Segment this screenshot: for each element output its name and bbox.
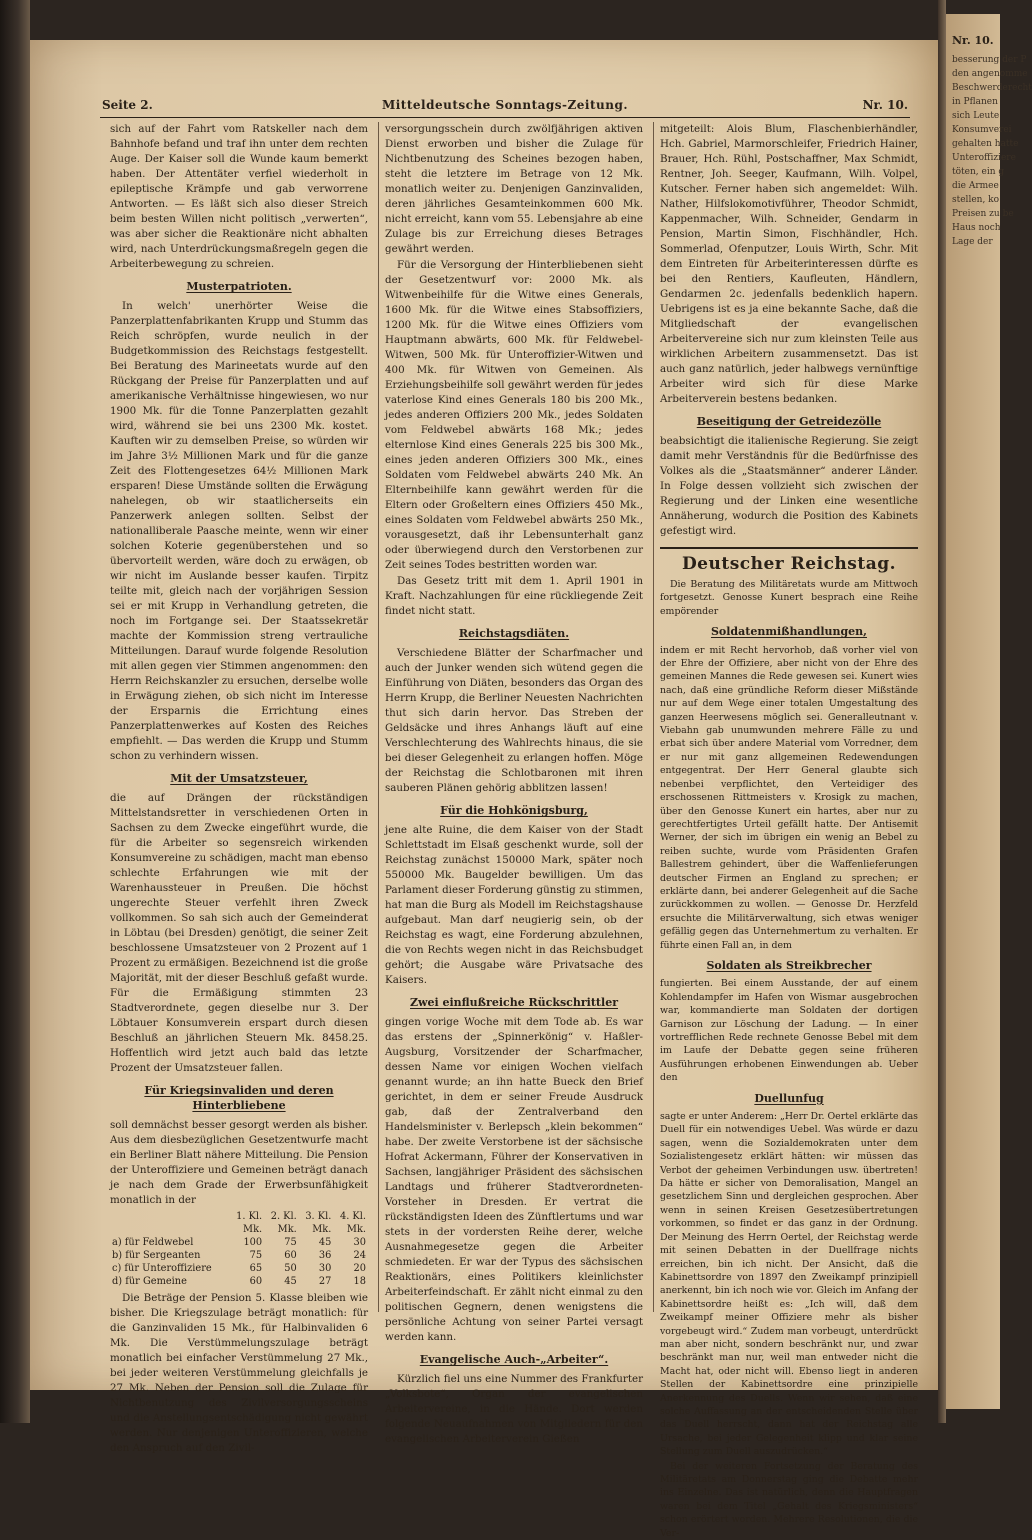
- table-header-cell: 1. Kl.: [236, 1211, 263, 1222]
- table-cell: 75: [284, 1237, 297, 1248]
- article-text: Das Gesetz tritt mit dem 1. April 1901 in Kraft. Nachzahlungen für eine rückliegende Zeit findet nicht statt.: [385, 575, 643, 617]
- article-heading: Soldaten als Streikbrecher: [706, 958, 872, 972]
- next-page-line: sich Leute: [952, 111, 1000, 121]
- article-heading: Duellunfug: [754, 1091, 824, 1105]
- column-divider: [653, 122, 654, 1312]
- next-page-line: Unteroffiziere: [952, 153, 1016, 163]
- article-text: die auf Drängen der rückständigen Mittelstandsretter in verschiedenen Orten in Sachsen zu dem Zwecke eingeführt wurde, die für die Arbeiter so segensreich wirkenden Konsumvereine zu schädigen, macht man ebenso schlechte Erfahrungen wie mit der Warenhaussteuer in Preußen. Die höchst ungerechte Steuer verfehlt ihren Zweck vollkommen. So sah sich auch der Gemeinderat in Löbtau (bei Dresden) genötigt, die seiner Zeit beschlossene Umsatzsteuer von 2 Prozent auf 1 Prozent zu ermäßigen. Bezeichnend ist die große Majorität, mit der dieser Beschluß gefaßt wurde. Für die Ermäßigung stimmten 23 Stadtverordnete, gegen dieselbe nur 3. Der Löbtauer Konsumverein erspart durch diesen Beschluß an jährlichen Steuern Mk. 8458.25. Hoffentlich wird jetzt auch bald das letzte Prozent der Umsatzsteuer fallen.: [110, 792, 368, 1074]
- article-heading: Reichstagsdiäten.: [458, 627, 570, 640]
- article-heading: Soldatenmißhandlungen,: [710, 625, 868, 639]
- article-heading: Zwei einflußreiche Rückschrittler: [410, 996, 618, 1009]
- table-header-cell: [110, 1210, 230, 1223]
- article-text: versorgungsschein durch zwölfjährigen aktiven Dienst erworben und bisher die Zulage für Nichtbenutzung des Scheines bezogen haben, steht die letztere im Betrage von 12 Mk. monatlich weiter zu. Denjenigen Ganzinvaliden, deren jährliches Gesamteinkommen 600 Mk. nicht erreicht, kann vom 55. Lebensjahre ab eine Zulage bis zur Erreichung dieses Betrages gewährt werden.: [385, 123, 643, 255]
- article-text: beabsichtigt die italienische Regierung. Sie zeigt damit mehr Verständnis für die Bedürfnisse des Volkes als die „Staatsmänner“ anderer Länder. In Folge dessen vollzieht sich zwischen der Regierung und der Linken eine wesentliche Annäherung, wodurch die Position des Kabinets gefestigt wird.: [660, 435, 918, 537]
- page-header: [100, 95, 910, 118]
- next-page-line: gehalten hatte: [952, 139, 1019, 149]
- article-text: Kürzlich fiel uns eine Nummer des Frankfurter „Volksbote“, Organ der evangelischen Arbeitervereine, in die Hände. Dort werden folgende Neuaufnahmen von Mitgliedern für den evangelischen Arbeiterverein Gießen: [385, 1373, 643, 1445]
- article-text: jene alte Ruine, die dem Kaiser von der Stadt Schlettstadt im Elsaß geschenkt wurde, soll der Reichstag zunächst 150000 Mark, später noch 550000 Mk. Baugelder bewilligen. Um das Parlament dieser Forderung günstig zu stimmen, hat man die Burg als Modell im Reichstagshause aufgebaut. Man darf neugierig sein, ob der Reichstag es wagt, eine Forderung abzulehnen, die von Rechts wegen nicht in das Reichsbudget gehört; die Ausgabe wäre Privatsache des Kaisers.: [385, 824, 643, 986]
- column-1: [110, 122, 368, 1454]
- table-cell: 75: [249, 1250, 263, 1261]
- article-text: indem er mit Recht hervorhob, daß vorher viel von der Ehre der Offiziere, aber nicht von der Ehre des gemeinen Mannes die Rede gewesen sei. Kunert wies nach, daß eine gründliche Reform dieser Mißstände nur auf dem Wege einer totalen Umgestaltung des ganzen Heerwesens möglich sei. Generalleutnant v. Viebahn gab unumwunden mehrere Fälle zu und erbat sich über andere Material vom Vorredner, dem er nur mit ganz allgemeinen Redewendungen entgegentrat. Der Herr General glaubte sich nebenbei verpflichtet, den Verteidiger des erschossenen Rittmeisters v. Krosigk zu machen, über den Genosse Kunert ein hartes, aber nur zu gerechtfertigtes Urteil gefällt hatte. Der Antisemit Werner, der sich im übrigen ein wenig an Bebel zu reiben suchte, wurde vom Präsidenten Grafen Ballestrem gehindert, über die Waffenlieferungen deutscher Firmen an England zu sprechen; er erklärte dann, bei anderer Gelegenheit auf die Sache zurückkommen zu wollen. — Genosse Dr. Herzfeld ersuchte die Militärverwaltung, sich etwas weniger gefällig gegen das Unternehmertum zu verhalten. Er führte einen Fall an, in dem: [660, 644, 918, 951]
- next-page-line: Preisen zu be: [952, 209, 1014, 219]
- table-unit-cell: Mk.: [312, 1224, 332, 1235]
- column-divider: [378, 122, 379, 1312]
- table-cell: d) für Gemeine: [112, 1276, 187, 1287]
- article-text: mitgeteilt: Alois Blum, Flaschenbierhändler, Hch. Gabriel, Marmorschleifer, Friedrich Hainer, Brauer, Hch. Rühl, Postschaffner, Max Schmidt, Rentner, Joh. Seeger, Kaufmann, Wilh. Volpel, Kutscher. Ferner haben sich angemeldet: Wilh. Nather, Hilfslokomotivführer, Theodor Schmidt, Kappenmacher, Wilh. Schneider, Gendarm in Pension, Martin Simon, Fischhändler, Hch. Sommerlad, Ofenputzer, Louis Wirth, Schr. Mit dem Eintreten für Arbeiterinteressen dürfte es bei den Rentiers, Kaufleuten, Händlern, Gendarmen 2c. jedenfalls bedenklich hapern. Uebrigens ist es ja eine bekannte Sache, daß die Mitgliedschaft der evangelischen Arbeitervereine sich nur zum kleinsten Teile aus wirklichen Arbeitern zusammensetzt. Das ist auch ganz natürlich, jeder halbwegs vernünftige Arbeiter wird sich für diese Marke Arbeiterverein bestens bedanken.: [660, 123, 918, 405]
- reichstag-report: [660, 578, 918, 1540]
- next-page-line: den angenomme: [952, 69, 1028, 79]
- table-cell: 60: [284, 1250, 297, 1261]
- table-unit-row: [110, 1223, 368, 1236]
- article-heading: Mit der Umsatzsteuer,: [170, 772, 308, 785]
- table-cell: b) für Sergeanten: [112, 1250, 201, 1261]
- table-cell: 60: [249, 1276, 263, 1287]
- table-cell: 27: [318, 1276, 332, 1287]
- page-number: Seite 2.: [102, 98, 153, 112]
- article-text: In welch' unerhörter Weise die Panzerplattenfabrikanten Krupp und Stumm das Reich schröpfen, wurde neulich in der Budgetkommission des Reichstags festgestellt. Bei Beratung des Marineetats wurde auf den Rückgang der Preise für Panzerplatten und auf amerikanische Verhältnisse hingewiesen, wo nur 1900 Mk. für die Tonne Panzerplatten gezahlt wird, während sie bei uns 2300 Mk. kostet. Kauften wir zu demselben Preise, so würden wir im Jahre 3½ Millionen Mark und für die ganze Zeit des Flottengesetzes 64½ Millionen Mark ersparen! Diese Umstände sollten die Erwägung nahelegen, ob wir staatlicherseits ein Panzerwerk anlegen sollten. Selbst der nationalliberale Paasche meinte, wenn wir einer solchen Koterie gegenüberstehen und so übervorteilt werden, wäre doch zu erwägen, ob wir nicht im Auslande besser kaufen. Tirpitz teilte mit, gleich nach der vorjährigen Session sei er mit Krupp in Verhandlung getreten, die noch im Fortgange sei. Der Staatssekretär machte der Kommission streng vertrauliche Mitteilungen. Darauf wurde folgende Resolution mit allen gegen vier Stimmen angenommen: den Herrn Reichskanzler zu ersuchen, derselbe wolle in Erwägung ziehen, ob sich nicht im Interesse der Ersparnis die Errichtung eines Panzerplattenwerkes auf Kosten des Reiches empfiehlt. — Das werden die Krupp und Stumm schon zu verhindern wissen.: [110, 300, 368, 762]
- table-unit-cell: Mk.: [346, 1224, 366, 1235]
- table-header-cell: 2. Kl.: [270, 1211, 297, 1222]
- next-page-line: Beschwerderecht: [952, 83, 1032, 93]
- next-page-edge: [946, 14, 1032, 1409]
- next-page-header: Nr. 10.: [952, 34, 994, 47]
- article-text: Für die Versorgung der Hinterbliebenen sieht der Gesetzentwurf vor: 2000 Mk. als Witwenbeihilfe für die Witwe eines Generals, 1600 Mk. für die Witwe eines Stabsoffiziers, 1200 Mk. für die Witwe eines Offiziers vom Hauptmann abwärts, 600 Mk. für Feldwebel-Witwen, 500 Mk. für Unteroffizier-Witwen und 400 Mk. für Witwen von Gemeinen. Als Erziehungsbeihilfe soll gewährt werden für jedes vaterlose Kind eines Generals 180 bis 200 Mk., jedes anderen Offiziers 200 Mk., jedes Soldaten vom Feldwebel abwärts 168 Mk.; jedes elternlose Kind eines Generals 225 bis 300 Mk., eines jeden anderen Offiziers 300 Mk., eines Soldaten vom Feldwebel abwärts 240 Mk. An Elternbeihilfe kann gewährt werden für die Eltern oder Großeltern eines Offiziers 450 Mk., eines Soldaten vom Feldwebel abwärts 250 Mk., vorausgesetzt, daß ihr Lebensunterhalt ganz oder überwiegend durch den Verstorbenen zur Zeit seines Todes bestritten worden war.: [385, 259, 643, 571]
- table-cell: 30: [318, 1263, 332, 1274]
- table-header-cell: 4. Kl.: [339, 1211, 366, 1222]
- article-heading: Musterpatrioten.: [186, 280, 292, 293]
- next-page-line: Haus noch: [952, 223, 1001, 233]
- table-row: [110, 1249, 368, 1262]
- table-cell: 20: [353, 1263, 366, 1274]
- article-text: Verschiedene Blätter der Scharfmacher und auch der Junker wenden sich wütend gegen die Einführung von Diäten, besonders das Organ des Herrn Krupp, die Berliner Neuesten Nachrichten thut sich darin hervor. Das Streben der Geldsäcke und ihres Anhangs läuft auf eine Verschlechterung des Wahlrechts hinaus, die sie bei dieser Gelegenheit zu erlangen hoffen. Möge der Reichstag die Schlotbaronen mit ihren sauberen Plänen gehörig abblitzen lassen!: [385, 647, 643, 794]
- table-header-cell: 3. Kl.: [305, 1211, 332, 1222]
- article-text: Die Beträge der Pension 5. Klasse bleiben wie bisher. Die Kriegszulage beträgt monatlich: für die Ganzinvaliden 15 Mk., für Halbinvaliden 6 Mk. Die Verstümmelungszulage beträgt monatlich bei einfacher Verstümmelung 27 Mk., bei jeder weiteren Verstümmelung gleichfalls je 27 Mk. Neben der Pension soll die Zulage für Nichtbenutzung des Zivilversorgungsscheins und die Anstellungsentschädigung nicht gewährt werden. Nur denjenigen Unteroffizieren, welche den Anspruch auf den Zivil-: [110, 1292, 368, 1454]
- table-row: [110, 1236, 368, 1249]
- newspaper-title: Mitteldeutsche Sonntags-Zeitung.: [381, 98, 629, 112]
- next-page-line: stellen, ko: [952, 195, 1000, 205]
- next-page-line: töten, ein g: [952, 167, 1005, 177]
- book-binding: [0, 0, 30, 1423]
- table-cell: 30: [353, 1237, 366, 1248]
- table-row: [110, 1262, 368, 1275]
- table-cell: 36: [318, 1250, 332, 1261]
- table-cell: a) für Feldwebel: [112, 1237, 194, 1248]
- next-page-line: Konsumverei: [952, 125, 1012, 135]
- table-row: [110, 1275, 368, 1288]
- article-text: Die Beratung des Militäretats wurde am Mittwoch fortgesetzt. Genosse Kunert besprach eine Reihe empörender: [660, 579, 918, 617]
- next-page-line: in Pflanen: [952, 97, 998, 107]
- article-heading: Beseitigung der Getreidezölle: [696, 415, 882, 428]
- article-heading: Evangelische Auch-„Arbeiter“.: [419, 1353, 609, 1366]
- next-page-line: Lage der: [952, 237, 993, 247]
- column-3: [660, 122, 918, 1539]
- section-title: Deutscher Reichstag.: [681, 554, 897, 574]
- next-page-line: besserung der P: [952, 55, 1027, 65]
- table-cell: c) für Unteroffiziere: [112, 1263, 212, 1274]
- table-cell: 65: [249, 1263, 263, 1274]
- table-cell: 18: [353, 1276, 366, 1287]
- table-cell: 45: [318, 1237, 332, 1248]
- page-gutter: [938, 0, 946, 1423]
- article-text: sagte er unter Anderem: „Herr Dr. Oertel erklärte das Duell für ein notwendiges Uebel. Was würde er dazu sagen, wenn die Sozialdemokraten unter dem Sozialistengesetz erklärt hätten: wir müssen das Verbot der geheimen Verbindungen usw. übertreten! Da hätte er sicher von Demoralisation, Mangel an gesetzlichem Sinn und dergleichen gesprochen. Aber wenn in seinen Kreisen Gesetzesübertretungen vorkommen, so findet er das ganz in der Ordnung. Der Meinung des Herrn Oertel, der Reichstag werde mit seinen Debatten in der Duellfrage nichts erreichen, bin ich nicht. Der Ansicht, daß die Kabinettsordre von 1897 den Zweikampf prinzipiell anerkennt, bin ich noch wie vor. Gleich im Anfang der Kabinettsordre heißt es: „Ich will, daß dem Zweikampf meiner Offiziere mehr als bisher vorgebeugt wird.“ Zudem man vorbeugt, unterdrückt man aber nicht, sondern beschränkt nur, und zwar beschränkt man nur, weil man entweder nicht die Macht hat, oder nicht will. Ebenso liegt in anderen Stellen der Kabinettsordre eine prinzipielle Anerkennung des Duells. Wenn wir sehen, daß eine solche Auffassung an der entscheidenden Stelle über das Duell herrscht, dann hat der Reichstag alle Ursache, bei jeder Gelegenheit klipp und klar seine Stellung zum Duell auszudrücken.“: [660, 1111, 918, 1458]
- table-unit-cell: Mk.: [277, 1224, 297, 1235]
- article-text: gingen vorige Woche mit dem Tode ab. Es war das erstens der „Spinnerkönig“ v. Haßler-Augsburg, Vorsitzender der Scharfmacher, dessen Name vor einigen Wochen vielfach genannt wurde; an ihn hatte Bueck den Brief gerichtet, in dem er seiner Freude Ausdruck gab, daß der Zentralverband den Handelsminister v. Berlepsch „klein bekommen“ habe. Der zweite Verstorbene ist der sächsische Hofrat Ackermann, Führer der Konservativen in Sachsen, langjähriger Präsident des sächsischen Landtags und früherer Stadtverordneten-Vorsteher in Dresden. Er vertrat die rückständigsten Ideen des Zünftlertums und war stets in der vordersten Reihe derer, welche Ausnahmegesetze gegen die Arbeiter schmiedeten. Er war der Typus des sächsischen Reaktionärs, eines Politikers kleinlichster Arbeiterfeindschaft. Er zählt nicht einmal zu den politischen Gegnern, denen wenigstens die persönliche Achtung von seiner Partei versagt werden kann.: [385, 1016, 643, 1343]
- column-2: [385, 122, 643, 1445]
- issue-number: Nr. 10.: [862, 98, 908, 112]
- table-unit-cell: Mk.: [243, 1224, 263, 1235]
- table-cell: 100: [243, 1237, 263, 1248]
- article-heading: Für Kriegsinvaliden und deren Hinterbliebene: [144, 1084, 334, 1112]
- table-cell: 24: [353, 1250, 366, 1261]
- table-unit-cell: [110, 1223, 230, 1236]
- table-cell: 50: [284, 1263, 297, 1274]
- pension-table: [110, 1210, 368, 1288]
- table-cell: 45: [284, 1276, 297, 1287]
- article-text: Bei der weiteren Fortsetzung der Beratung des Militäretats am Donnerstag ging die Debatte mehr ins Einzelne. Das ist natürlich, denn die Hauptfragen waren bei dem Titel „Gehalt des Kriegsministers“ schon erörtert worden. Mehrere Resolutionen, die die Ver-: [660, 1460, 918, 1539]
- section-divider: [660, 547, 918, 549]
- next-page-line: die Armee: [952, 181, 999, 191]
- article-heading: Für die Hohkönigsburg,: [440, 804, 588, 817]
- article-text: soll demnächst besser gesorgt werden als bisher. Aus dem diesbezüglichen Gesetzentwurfe macht ein Berliner Blatt nähere Mitteilung. Die Pension der Unteroffiziere und Gemeinen beträgt danach je nach dem Grade der Erwerbsunfähigkeit monatlich in der: [110, 1119, 368, 1206]
- table-header-row: [110, 1210, 368, 1223]
- article-text: fungierten. Bei einem Ausstande, der auf einem Kohlendampfer im Hafen von Wismar ausgebrochen war, kommandierte man Soldaten der dortigen Garnison zur Löschung der Ladung. — In einer vortrefflichen Rede rechnete Genosse Bebel mit dem im Laufe der Debatte gegen seine früheren Ausführungen erhobenen Einwendungen ab. Ueber den: [660, 978, 918, 1084]
- article-text: sich auf der Fahrt vom Ratskeller nach dem Bahnhofe befand und traf ihn unter dem rechten Auge. Der Kaiser soll die Wunde kaum bemerkt haben. Der Attentäter verfiel wiederholt in epileptische Krämpfe und gab verworrene Antworten. — Es läßt sich also dieser Streich beim besten Willen nicht politisch „verwerten“, was aber sicher die Reaktionäre nicht abhalten wird, nach Unterdrückungsmaßregeln gegen die Arbeiterbewegung zu schreien.: [110, 123, 368, 270]
